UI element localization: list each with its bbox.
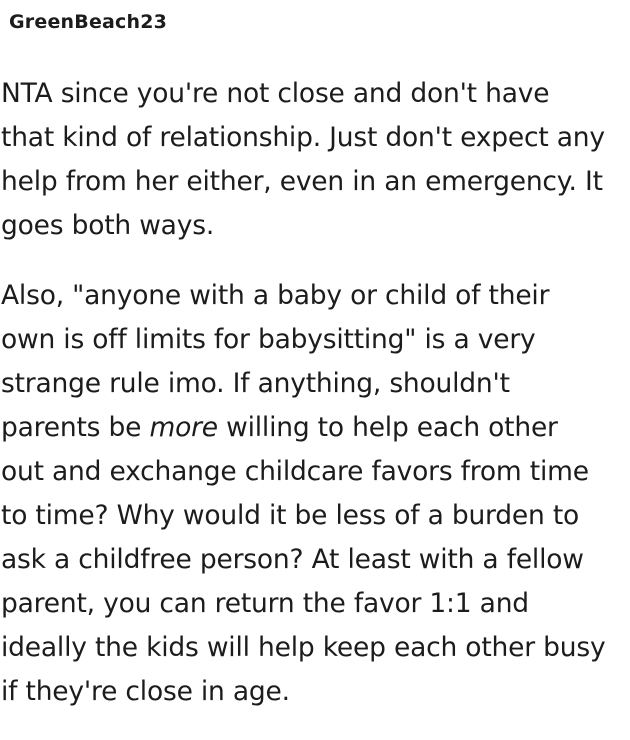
comment-paragraph-1 xyxy=(1,72,627,248)
text-line: that kind of relationship. Just don't expect any xyxy=(1,122,605,153)
text-line: help from her either, even in an emergency. It xyxy=(1,166,603,197)
text-line: if they're close in age. xyxy=(1,676,290,707)
comment-body xyxy=(1,72,627,740)
text-segment: willing to help each other xyxy=(217,412,558,443)
emphasis-text: more xyxy=(149,412,218,443)
text-segment: parents be xyxy=(1,412,150,443)
text-line: Also, "anyone with a baby or child of their xyxy=(1,280,550,311)
text-line: own is off limits for babysitting" is a very xyxy=(1,324,536,355)
text-line: NTA since you're not close and don't have xyxy=(1,78,550,109)
text-line xyxy=(1,406,627,450)
text-line: ideally the kids will help keep each other busy xyxy=(1,632,606,663)
comment-paragraph-2 xyxy=(1,274,627,714)
text-line: out and exchange childcare favors from time xyxy=(1,456,589,487)
text-line: goes both ways. xyxy=(1,210,215,241)
text-line: parent, you can return the favor 1:1 and xyxy=(1,588,529,619)
text-line: ask a childfree person? At least with a fellow xyxy=(1,544,584,575)
text-line: to time? Why would it be less of a burden to xyxy=(1,500,580,531)
text-line: strange rule imo. If anything, shouldn't xyxy=(1,368,510,399)
comment-author[interactable]: GreenBeach23 xyxy=(9,11,168,33)
